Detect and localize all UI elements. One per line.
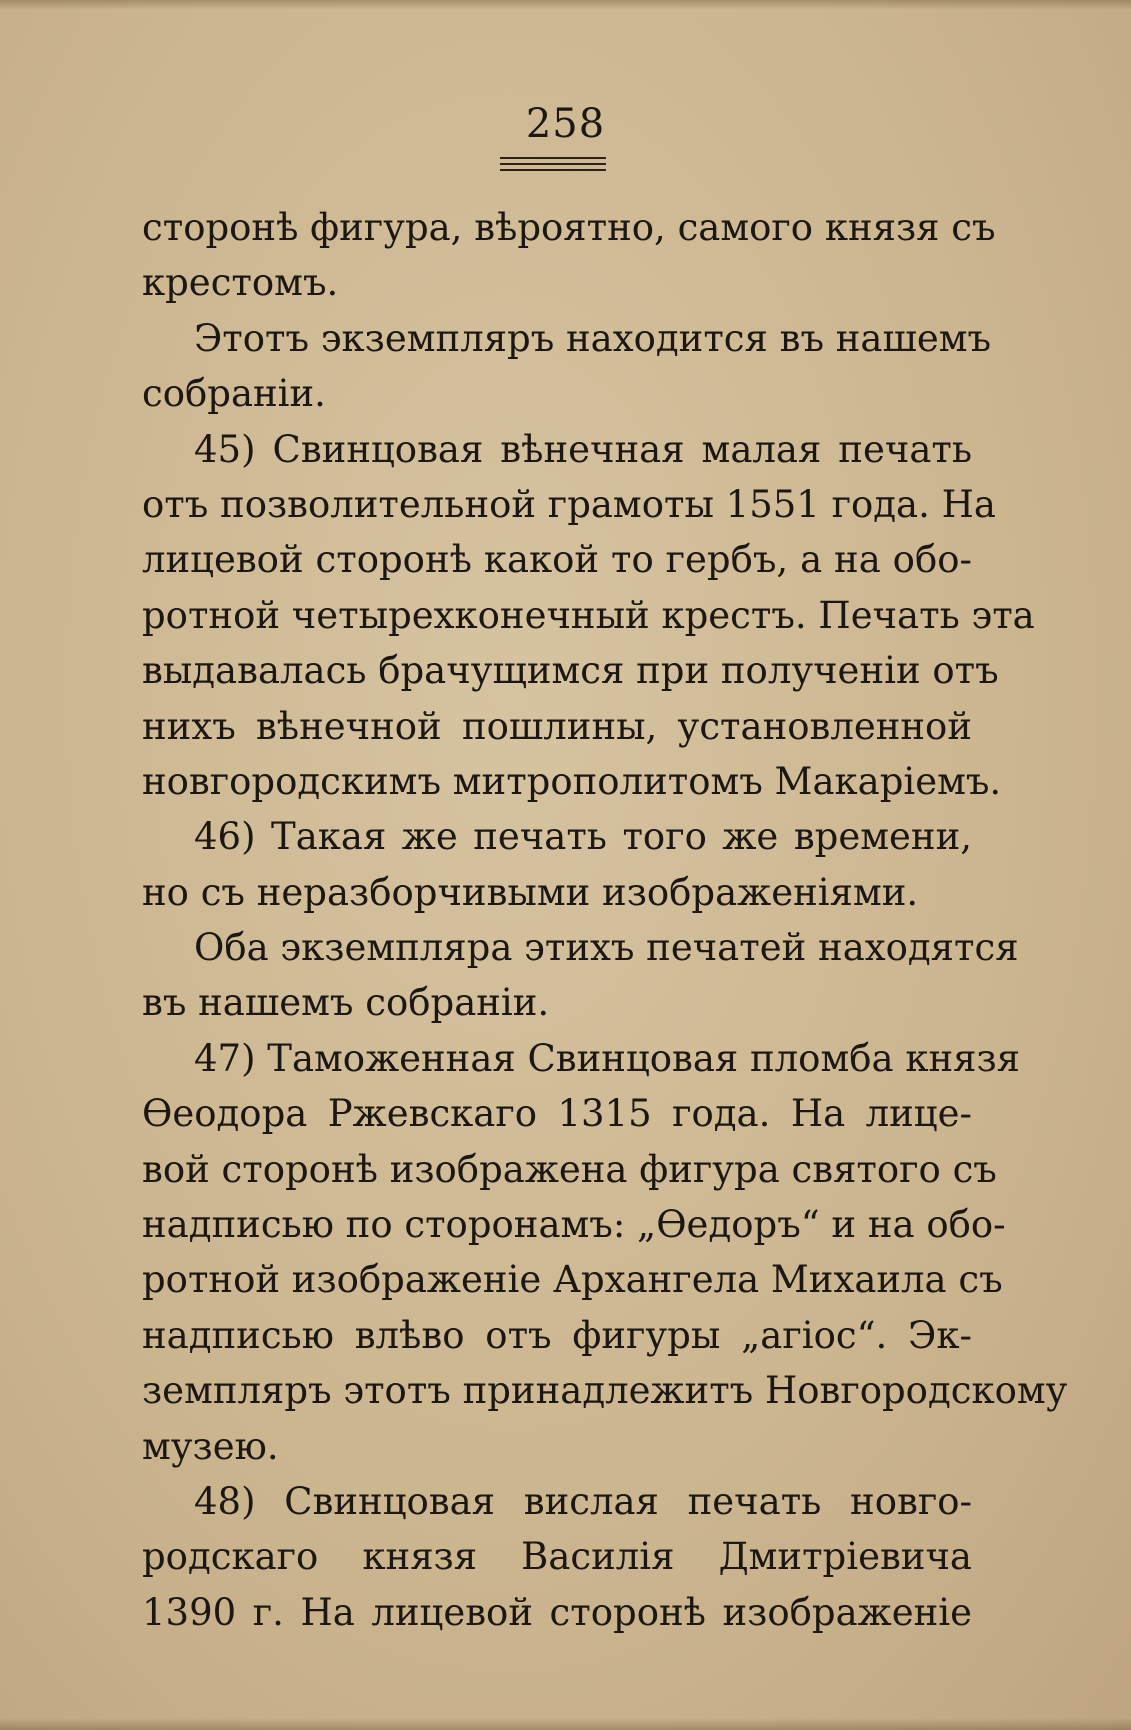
text-line: въ нашемъ собраніи.: [142, 981, 550, 1025]
text-line: но съ неразборчивыми изображеніями.: [142, 870, 919, 914]
text-line: отъ позволительной грамоты 1551 года. На: [142, 482, 996, 526]
text-line: родскаго князя Василія Дмитріевича: [142, 1535, 972, 1579]
text-line: собраніи.: [142, 372, 326, 416]
text-line: музею.: [142, 1424, 279, 1468]
text-line: выдавалась брачущимся при полученіи отъ: [142, 649, 999, 693]
text-line: 1390 г. На лицевой сторонѣ изображеніе: [142, 1590, 972, 1634]
header-rule-top: [500, 157, 606, 159]
text-line: вой сторонѣ изображена фигура святого съ: [142, 1147, 997, 1191]
text-line: нихъ вѣнечной пошлины, установленной: [142, 704, 972, 748]
text-line: ротной изображеніе Архангела Михаила съ: [142, 1258, 1003, 1302]
header-rule-middle: [500, 163, 606, 165]
text-line: сторонѣ фигура, вѣроятно, самого князя съ: [142, 206, 996, 249]
text-line: новгородскимъ митрополитомъ Макаріемъ.: [142, 759, 1002, 803]
text-line: Этотъ экземпляръ находится въ нашемъ: [194, 316, 992, 360]
text-line: 47) Таможенная Свинцовая пломба князя: [194, 1036, 1020, 1080]
text-line: крестомъ.: [142, 261, 339, 305]
page-top-shadow: [0, 0, 1131, 10]
text-line: надписью влѣво отъ фигуры „агіос“. Эк-: [142, 1313, 972, 1357]
text-line: 45) Свинцовая вѣнечная малая печать: [194, 427, 972, 471]
text-line: 46) Такая же печать того же времени,: [194, 815, 972, 859]
text-line: Ѳеодора Ржевскаго 1315 года. На лице-: [142, 1092, 972, 1136]
text-line: Оба экземпляра этихъ печатей находятся: [194, 926, 1019, 970]
text-line: лицевой сторонѣ какой то гербъ, а на обо-: [142, 538, 972, 582]
body-text: [142, 200, 1068, 1640]
text-line: 48) Свинцовая вислая печать новго-: [194, 1479, 972, 1523]
text-line: земпляръ этотъ принадлежитъ Новгородскому: [142, 1369, 1068, 1413]
text-line: надписью по сторонамъ: „Ѳедоръ“ и на обо-: [142, 1203, 1006, 1247]
page-bottom-shadow: [0, 1718, 1131, 1730]
text-line: ротной четырехконечный крестъ. Печать эта: [142, 593, 1035, 637]
page-number: 258: [525, 101, 606, 147]
header-rule-bottom: [500, 169, 606, 171]
